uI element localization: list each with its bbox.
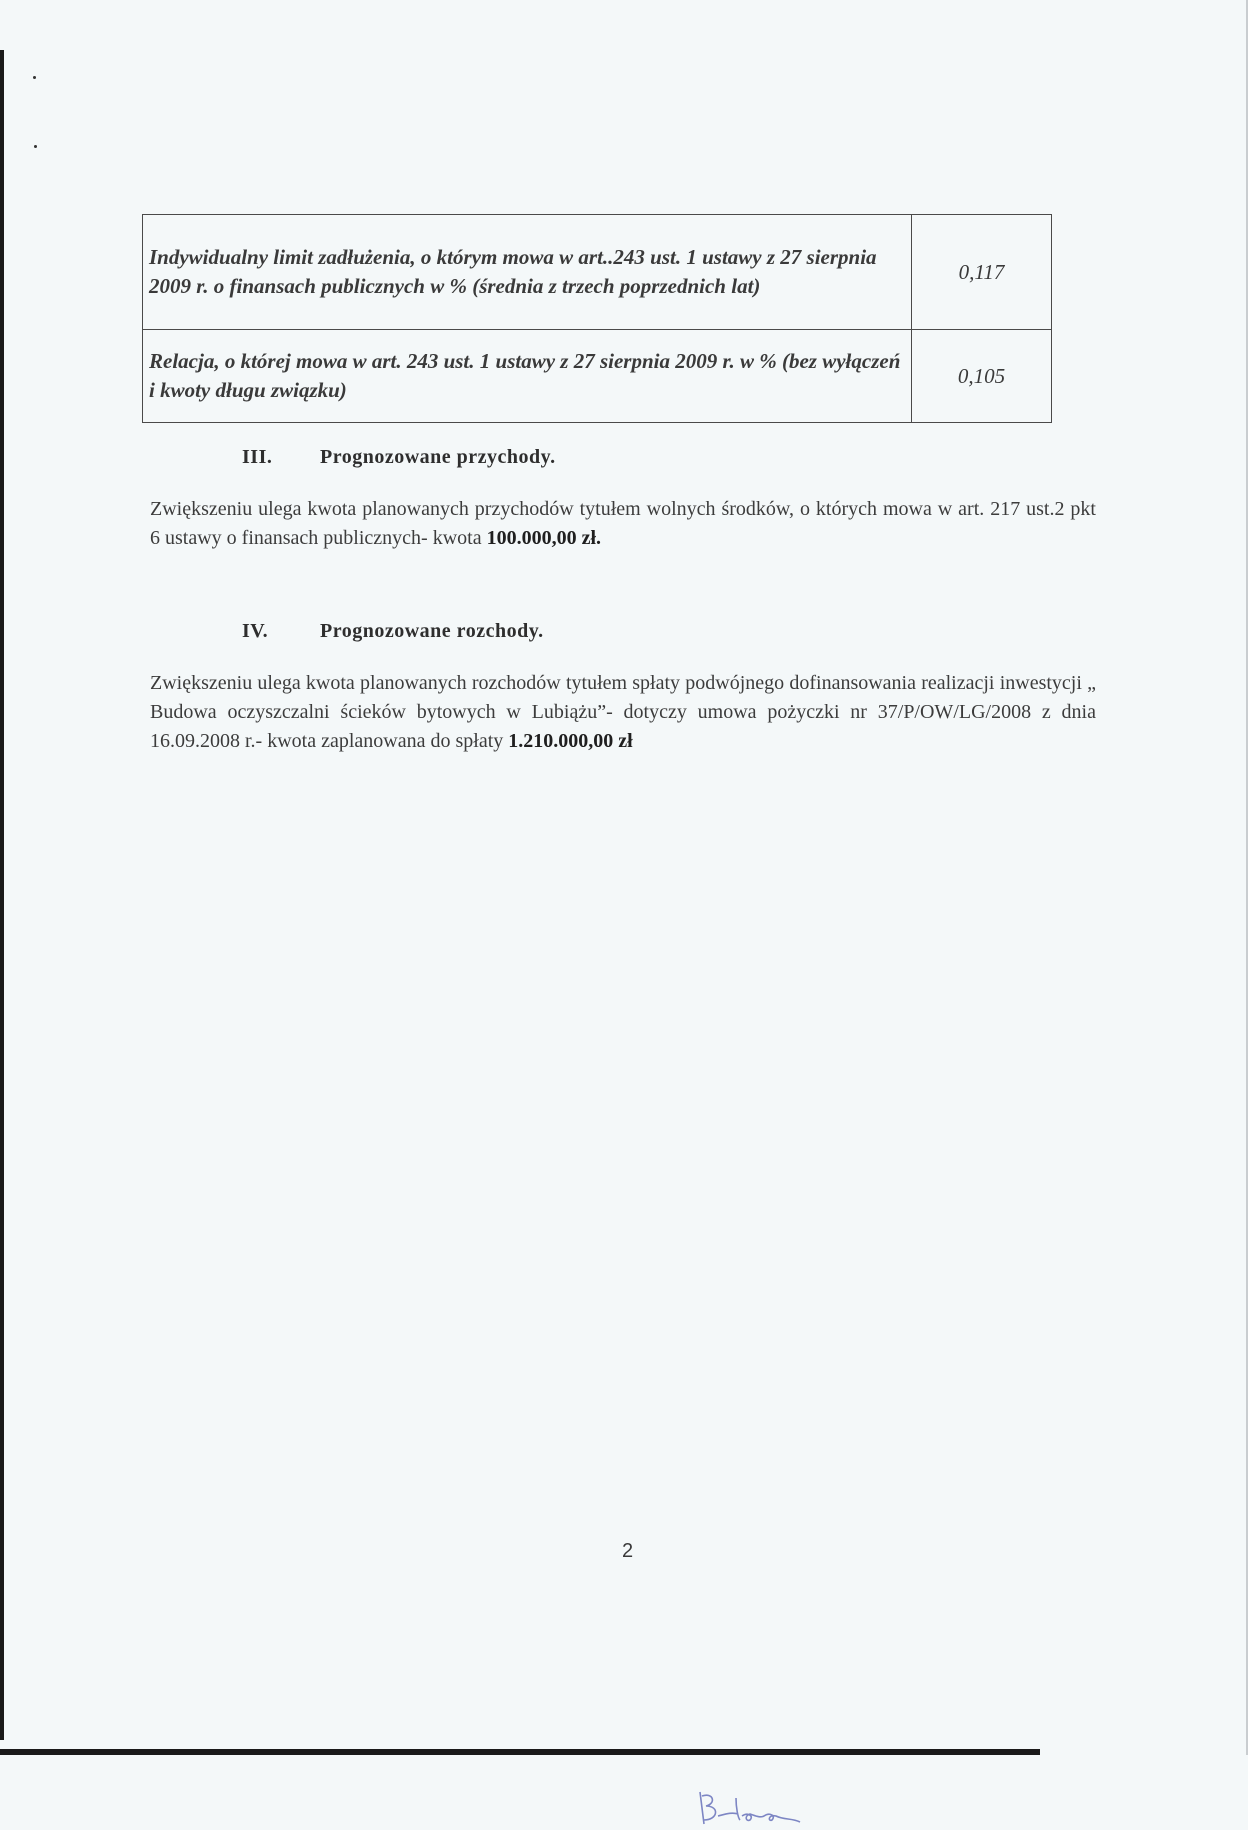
scan-edge-bottom	[0, 1749, 1040, 1755]
paragraph-text: Zwiększeniu ulega kwota planowanych przychodów tytułem wolnych środków, o których mowa w art. 217 ust.2 pkt 6 ustawy o finansach publicznych- kwota	[150, 498, 1096, 549]
paragraph-amount: 100.000,00 zł.	[486, 527, 602, 549]
scan-speck	[33, 76, 36, 79]
section-paragraph-revenues	[150, 495, 1096, 553]
paragraph-amount: 1.210.000,00 zł	[508, 730, 633, 752]
section-number: III.	[242, 446, 273, 468]
handwritten-signature	[692, 1786, 822, 1830]
table-cell-description: Indywidualny limit zadłużenia, o którym mowa w art..243 ust. 1 ustawy z 27 sierpnia 2009 r. o finansach publicznych w % (średnia z trzech poprzednich lat)	[143, 215, 912, 330]
section-heading-expenditures	[242, 620, 544, 643]
table-row	[143, 330, 1052, 423]
table-row	[143, 215, 1052, 330]
table-cell-value: 0,105	[912, 330, 1052, 423]
page-number: 2	[622, 1540, 634, 1562]
scan-edge-left	[0, 50, 4, 1740]
table-cell-description: Relacja, o której mowa w art. 243 ust. 1 ustawy z 27 sierpnia 2009 r. w % (bez wyłączeń i kwoty długu związku)	[143, 330, 912, 423]
debt-limit-table	[142, 214, 1052, 423]
scan-speck	[34, 145, 37, 148]
table-cell-value: 0,117	[912, 215, 1052, 330]
paragraph-text: Zwiększeniu ulega kwota planowanych rozchodów tytułem spłaty podwójnego dofinansowania realizacji inwestycji „ Budowa oczyszczalni ścieków bytowych w Lubiążu”- dotyczy umowa pożyczki nr 37/P/OW/LG/2008 z dnia 16.09.2008 r.- kwota zaplanowana do spłaty	[150, 672, 1096, 752]
section-paragraph-expenditures	[150, 669, 1096, 756]
section-title: Prognozowane przychody.	[320, 446, 556, 468]
section-number: IV.	[242, 620, 269, 642]
section-title: Prognozowane rozchody.	[320, 620, 544, 642]
section-heading-revenues	[242, 446, 556, 469]
